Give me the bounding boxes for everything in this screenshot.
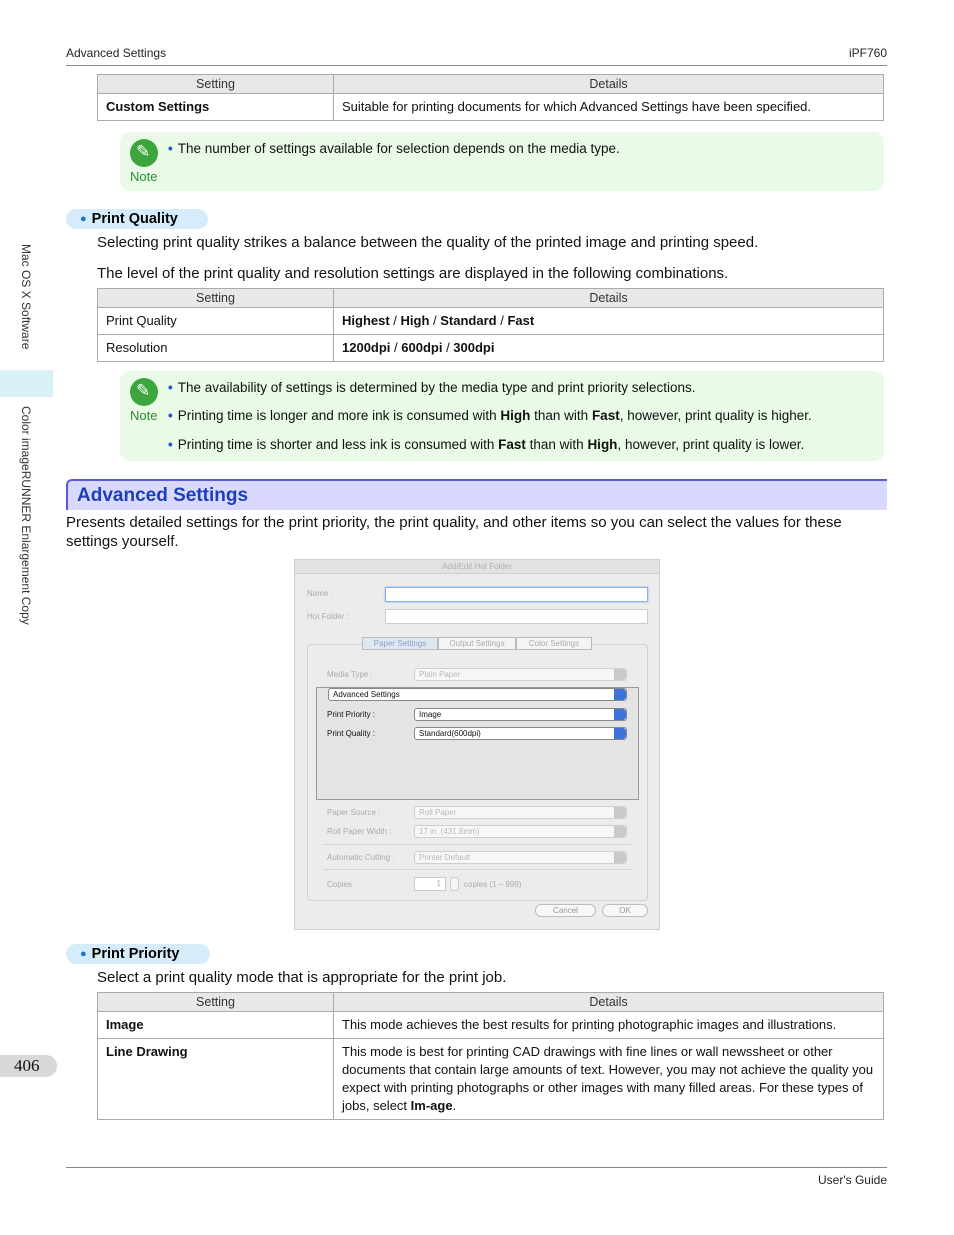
print-quality-para-1: Selecting print quality strikes a balance between the quality of the printed image and printing speed. (97, 234, 759, 251)
page-number: 406 (14, 1056, 40, 1075)
dialog-screenshot (294, 559, 660, 930)
note-item: • Printing time is longer and more ink is consumed with High than with Fast, however, print quality is higher. (168, 408, 812, 423)
note-label: Note (130, 169, 158, 184)
advanced-settings-select[interactable]: Advanced Settings (328, 688, 627, 701)
side-tab-color-imagerunner[interactable]: Color imageRUNNER Enlargement Copy (19, 406, 33, 625)
section-heading: Advanced Settings (77, 485, 249, 506)
roll-width-select[interactable]: 17 in. (431.8mm) (414, 825, 627, 838)
header-right: iPF760 (848, 46, 887, 60)
print-quality-table (97, 288, 884, 362)
custom-settings-table (97, 74, 884, 121)
auto-cut-select[interactable]: Printer Default (414, 851, 627, 864)
column-header-setting: Setting (98, 993, 334, 1012)
table-row (98, 308, 884, 335)
print-quality-para-2: The level of the print quality and resolution settings are displayed in the following combinations. (97, 265, 729, 282)
copies-stepper[interactable] (450, 877, 459, 891)
details-cell: Highest / High / Standard / Fast (334, 308, 884, 335)
note-box (120, 371, 884, 461)
copies-input[interactable]: 1 (414, 877, 446, 891)
details-cell: 1200dpi / 600dpi / 300dpi (334, 335, 884, 362)
print-priority-label: Print Priority : (327, 710, 376, 719)
details-cell: Suitable for printing documents for which Advanced Settings have been specified. (334, 94, 884, 121)
print-quality-select[interactable]: Standard(600dpi) (414, 727, 627, 740)
media-type-label: Media Type : (327, 670, 373, 679)
roll-width-label: Roll Paper Width : (327, 827, 392, 836)
header-rule (66, 65, 887, 66)
side-tab-highlight (0, 370, 53, 397)
side-tab-mac-os-x[interactable]: Mac OS X Software (19, 244, 33, 350)
media-type-select[interactable]: Plain Paper (414, 668, 627, 681)
setting-cell: Custom Settings (98, 94, 334, 121)
print-quality-heading: ● Print Quality (66, 209, 208, 229)
header-left: Advanced Settings (66, 46, 167, 60)
table-row (98, 94, 884, 121)
column-header-details: Details (334, 289, 884, 308)
cancel-button[interactable]: Cancel (535, 904, 596, 917)
name-input[interactable] (385, 587, 648, 602)
pencil-icon (130, 378, 158, 406)
setting-cell: Resolution (98, 335, 334, 362)
footer-rule (66, 1167, 887, 1168)
footer-right: User's Guide (818, 1173, 887, 1187)
note-box (120, 132, 884, 191)
pencil-icon (130, 139, 158, 167)
table-row (98, 1012, 884, 1039)
note-item: • Printing time is shorter and less ink is consumed with Fast than with High, however, print quality is lower. (168, 437, 805, 452)
column-header-details: Details (334, 75, 884, 94)
copies-range: copies (1 – 999) (464, 880, 522, 889)
column-header-details: Details (334, 993, 884, 1012)
print-quality-label: Print Quality : (327, 729, 376, 738)
details-cell: This mode is best for printing CAD drawings with fine lines or wall newssheet or other documents that contain large amounts of text. However, you may not achieve the quality you expect with printing photographs or other images with many filled areas. For these types of jobs, select Im-age. (334, 1039, 884, 1120)
column-header-setting: Setting (98, 75, 334, 94)
copies-label: Copies (327, 880, 352, 889)
setting-cell: Print Quality (98, 308, 334, 335)
paper-source-select[interactable]: Roll Paper (414, 806, 627, 819)
tab-output-settings[interactable]: Output Settings (438, 637, 516, 650)
hot-folder-input[interactable] (385, 609, 648, 624)
auto-cut-label: Automatic Cutting : (327, 853, 395, 862)
print-priority-select[interactable]: Image (414, 708, 627, 721)
dialog-divider (323, 844, 631, 845)
table-row (98, 335, 884, 362)
note-item: • The number of settings available for selection depends on the media type. (168, 141, 620, 156)
tab-color-settings[interactable]: Color Settings (516, 637, 592, 650)
paper-source-label: Paper Source : (327, 808, 381, 817)
column-header-setting: Setting (98, 289, 334, 308)
hot-folder-label: Hot Folder : (307, 612, 349, 621)
advanced-group-box (316, 687, 639, 800)
details-cell: This mode achieves the best results for printing photographic images and illustrations. (334, 1012, 884, 1039)
note-item: • The availability of settings is determined by the media type and print priority selections. (168, 380, 696, 395)
note-label: Note (130, 408, 158, 423)
tab-paper-settings[interactable]: Paper Settings (362, 637, 438, 650)
setting-cell: Line Drawing (98, 1039, 334, 1120)
setting-cell: Image (98, 1012, 334, 1039)
advanced-para: Presents detailed settings for the print priority, the print quality, and other items so you can select the values for these settings yourself. (66, 514, 842, 550)
print-priority-table (97, 992, 884, 1120)
print-priority-para: Select a print quality mode that is appropriate for the print job. (97, 969, 507, 986)
dialog-divider (323, 869, 631, 870)
dialog-title: Add/Edit Hot Folder (442, 562, 512, 571)
ok-button[interactable]: OK (602, 904, 648, 917)
print-priority-heading: ● Print Priority (66, 944, 210, 964)
table-row (98, 1039, 884, 1120)
name-label: Name : (307, 589, 333, 598)
